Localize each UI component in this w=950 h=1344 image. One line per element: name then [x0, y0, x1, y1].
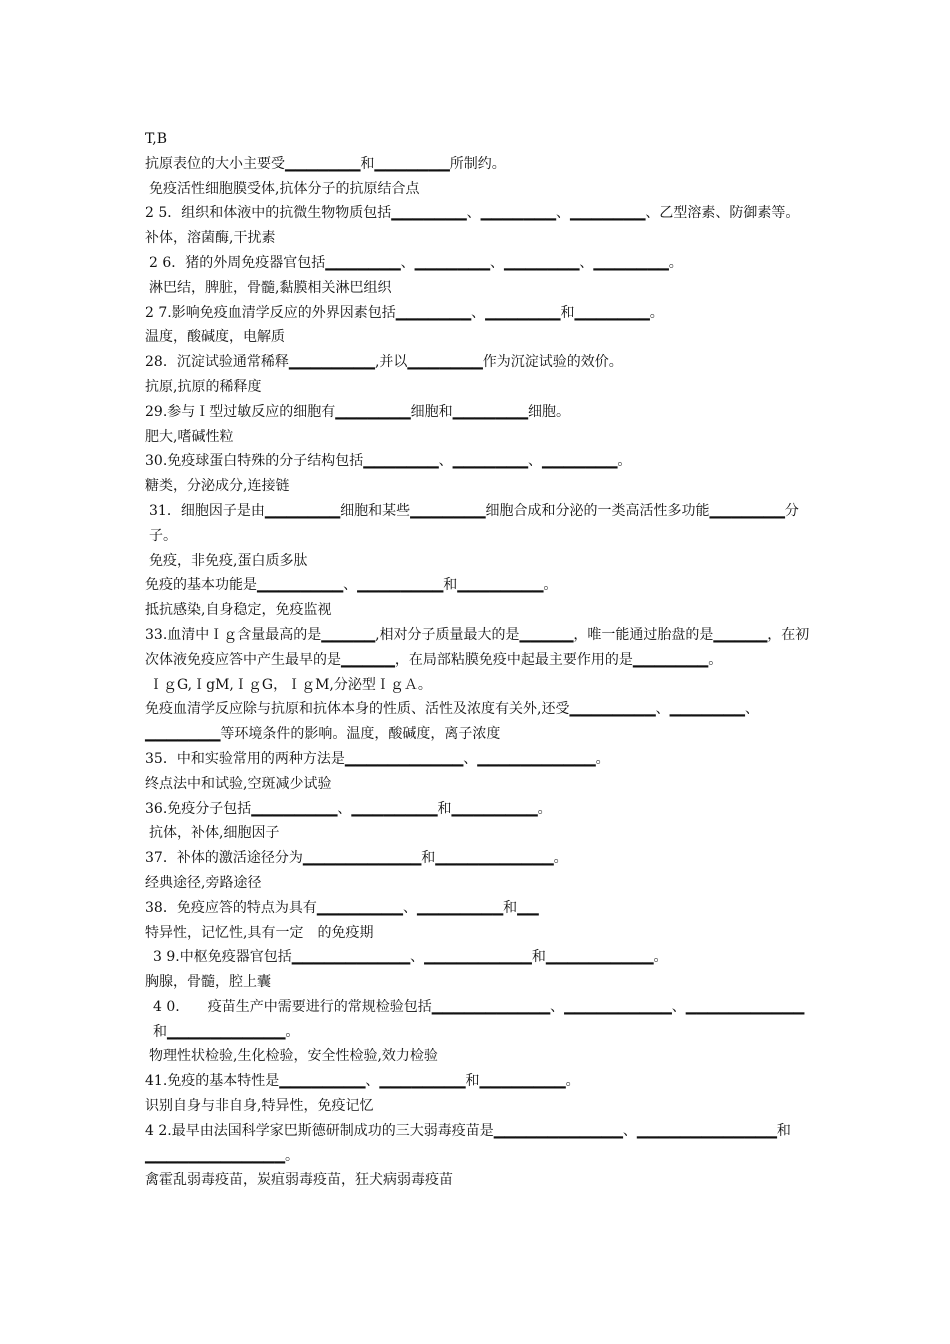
question-line: 免疫血清学反应除与抗原和抗体本身的性质、活性及浓度有关外,还受▁▁▁▁▁▁▁▁、▁▁▁▁▁▁▁、▁▁▁▁▁▁▁等环境条件的影响。温度，酸碱度，离子浓度	[145, 701, 759, 743]
answer-line: 物理性状检验,生化检验，安全性检验,效力检验	[149, 1048, 438, 1065]
answer-line: 抗体，补体,细胞因子	[149, 825, 280, 842]
question-line: 30.免疫球蛋白特殊的分子结构包括▁▁▁▁▁▁▁、▁▁▁▁▁▁▁、▁▁▁▁▁▁▁。	[145, 453, 632, 470]
question-line: 35．中和实验常用的两种方法是▁▁▁▁▁▁▁▁▁▁▁、▁▁▁▁▁▁▁▁▁▁▁。	[145, 750, 610, 767]
question-line: 抗原表位的大小主要受▁▁▁▁▁▁▁和▁▁▁▁▁▁▁所制约。	[145, 155, 506, 172]
answer-line: 淋巴结，脾脏，骨髓,黏膜相关淋巴组织	[149, 279, 392, 296]
answer-line: 禽霍乱弱毒疫苗，炭疽弱毒疫苗，狂犬病弱毒疫苗	[145, 1172, 453, 1189]
question-line: 2 5．组织和体液中的抗微生物物质包括▁▁▁▁▁▁▁、▁▁▁▁▁▁▁、▁▁▁▁▁▁▁、乙型溶素、防御素等。 补体，溶菌酶,干扰素	[145, 205, 807, 247]
question-line: 29.参与Ｉ型过敏反应的细胞有▁▁▁▁▁▁▁细胞和▁▁▁▁▁▁▁细胞。	[145, 403, 570, 420]
question-line: 33.血清中Ｉｇ含量最高的是▁▁▁▁▁,相对分子质量最大的是▁▁▁▁▁，唯一能通过胎盘的是▁▁▁▁▁，在初次体液免疫应答中产生最早的是▁▁▁▁▁，在局部粘膜免疫中起最主要作用的是▁▁▁▁▁▁▁。	[145, 626, 810, 668]
answer-line: 识别自身与非自身,特异性，免疫记忆	[145, 1098, 374, 1115]
question-line: 38．免疫应答的特点为具有▁▁▁▁▁▁▁▁、▁▁▁▁▁▁▁▁和▁▁	[145, 899, 539, 916]
question-line: 4 2.最早由法国科学家巴斯德研制成功的三大弱毒疫苗是▁▁▁▁▁▁▁▁▁▁▁▁、▁▁▁▁▁▁▁▁▁▁▁▁▁和▁▁▁▁▁▁▁▁▁▁▁▁▁。	[145, 1122, 791, 1164]
question-line: 37．补体的激活途径分为▁▁▁▁▁▁▁▁▁▁▁和▁▁▁▁▁▁▁▁▁▁▁。	[145, 850, 568, 867]
answer-line: 抗原,抗原的稀释度	[145, 378, 262, 395]
question-line: 免疫的基本功能是▁▁▁▁▁▁▁▁、▁▁▁▁▁▁▁▁和▁▁▁▁▁▁▁▁。	[145, 577, 558, 594]
answer-line: 肥大,嗜碱性粒	[145, 428, 234, 445]
answer-line: 抵抗感染,自身稳定，免疫监视	[145, 602, 332, 619]
document-page	[145, 127, 810, 1193]
question-line: 41.免疫的基本特性是▁▁▁▁▁▁▁▁、▁▁▁▁▁▁▁▁和▁▁▁▁▁▁▁▁。	[145, 1073, 580, 1090]
question-line: 28．沉淀试验通常稀释▁▁▁▁▁▁▁▁,并以▁▁▁▁▁▁▁作为沉淀试验的效价。	[145, 354, 623, 371]
answer-line: 特异性，记忆性,具有一定 的免疫期	[145, 924, 374, 941]
text-line: T,B	[145, 131, 168, 147]
question-line: 4 0. 疫苗生产中需要进行的常规检验包括▁▁▁▁▁▁▁▁▁▁▁、▁▁▁▁▁▁▁▁▁▁、▁▁▁▁▁▁▁▁▁▁▁和▁▁▁▁▁▁▁▁▁▁▁。	[153, 998, 805, 1040]
answer-line: 胸腺，骨髓，腔上囊	[145, 974, 271, 991]
answer-line: 温度，酸碱度，电解质	[145, 329, 285, 346]
answer-line: 免疫活性细胞膜受体,抗体分子的抗原结合点	[149, 180, 420, 197]
question-line: 2 7.影响免疫血清学反应的外界因素包括▁▁▁▁▁▁▁、▁▁▁▁▁▁▁和▁▁▁▁▁▁▁。	[145, 304, 664, 321]
question-line: 31．细胞因子是由▁▁▁▁▁▁▁细胞和某些▁▁▁▁▁▁▁细胞合成和分泌的一类高活性多功能▁▁▁▁▁▁▁分子。	[149, 502, 799, 544]
question-line: 36.免疫分子包括▁▁▁▁▁▁▁▁、▁▁▁▁▁▁▁▁和▁▁▁▁▁▁▁▁。	[145, 800, 552, 817]
question-line: 2 6．猪的外周免疫器官包括▁▁▁▁▁▁▁、▁▁▁▁▁▁▁、▁▁▁▁▁▁▁、▁▁▁▁▁▁▁。	[149, 254, 683, 271]
answer-line: 免疫，非免疫,蛋白质多肽	[149, 552, 308, 569]
answer-line: ＩｇG,ＩgM,ＩｇG，ＩｇM,分泌型ＩｇＡ。	[149, 676, 432, 693]
answer-line: 经典途径,旁路途径	[145, 874, 262, 891]
answer-line: 终点法中和试验,空斑减少试验	[145, 775, 332, 792]
question-line: 3 9.中枢免疫器官包括▁▁▁▁▁▁▁▁▁▁▁、▁▁▁▁▁▁▁▁▁▁和▁▁▁▁▁▁▁▁▁▁。	[153, 949, 668, 966]
answer-line: 糖类，分泌成分,连接链	[145, 478, 290, 495]
